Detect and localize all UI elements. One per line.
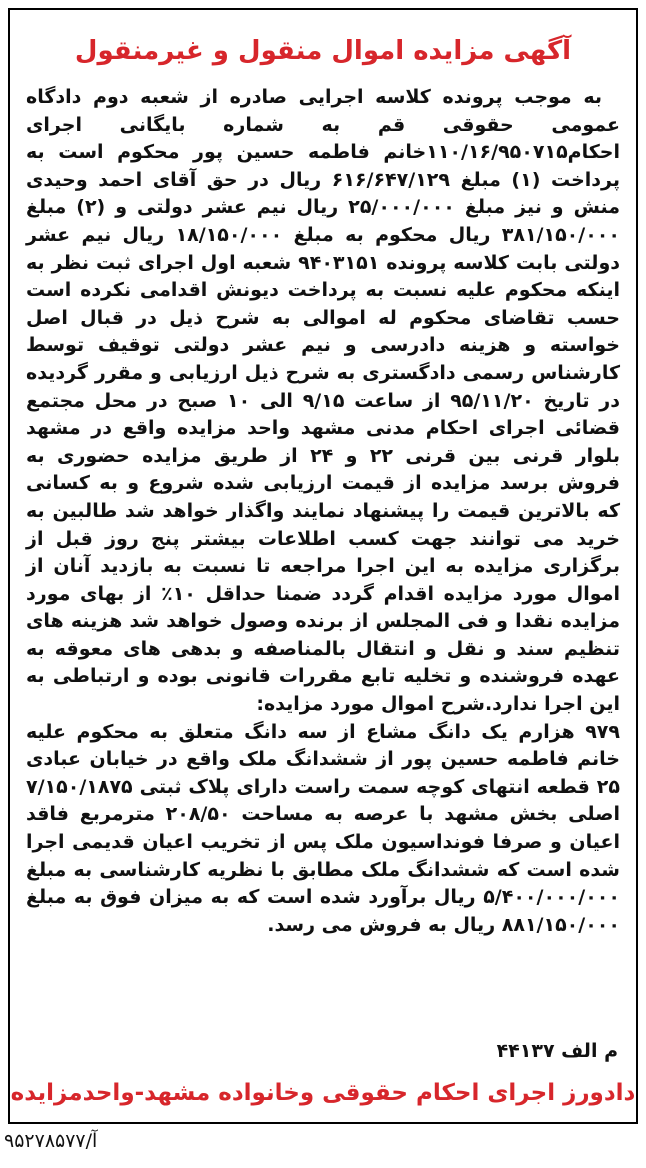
notice-paragraph-property: ۹۷۹ هزارم یک دانگ مشاع از سه دانگ متعلق به محکوم علیه خانم فاطمه حسین پور از ششدانگ ملک واقع در خیابان عبادی ۲۵ قطعه انتهای کوچه سمت راست دارای پلاک ثبتی ۷/۱۵۰/۱۸۷۵ اصلی بخش مشهد با عرصه به مساحت ۲۰۸/۵۰ مترمربع فاقد اعیان و صرفا فونداسیون ملک پس از تخریب اعیان قدیمی اجرا شده است که ششدانگ ملک مطابق با نظریه کارشناسی به مبلغ ۵/۴۰۰/۰۰۰/۰۰۰ ریال برآورد شده است که به میزان فوق به مبلغ ۸۸۱/۱۵۰/۰۰۰ ریال به فروش می رسد. [26, 720, 620, 936]
notice-body [26, 84, 620, 939]
notice-title: آگهی مزایده اموال منقول و غیرمنقول [74, 36, 572, 66]
notice-code: م الف ۴۴۱۳۷ [496, 1040, 618, 1062]
notice-reference-number: آ/۹۵۲۷۸۵۷۷ [4, 1130, 98, 1152]
notice-footer-signature: دادورز اجرای احکام حقوقی وخانواده مشهد-واحدمزایده [10, 1080, 636, 1106]
notice-paragraph-main: به موجب پرونده کلاسه اجرایی صادره از شعبه دوم دادگاه عمومی حقوقی قم به شماره بایگانی اجرای احکام۱۱۰/۱۶/۹۵۰۷۱۵خانم فاطمه حسین پور محکوم است به پرداخت (۱) مبلغ ۶۱۶/۶۴۷/۱۲۹ ریال در حق آقای احمد وحیدی منش و نیز مبلغ ۲۵/۰۰۰/۰۰۰ ریال نیم عشر دولتی و (۲) مبلغ ۳۸۱/۱۵۰/۰۰۰ ریال محکوم به مبلغ ۱۸/۱۵۰/۰۰۰ ریال نیم عشر دولتی بابت کلاسه پرونده ۹۴۰۳۱۵۱ شعبه اول اجرای ثبت نظر به اینکه محکوم علیه نسبت به پرداخت دیونش اقدامی نکرده است حسب تقاضای محکوم له اموالی به شرح ذیل در قبال اصل خواسته و هزینه دادرسی و نیم عشر دولتی توقیف توسط کارشناس رسمی دادگستری به شرح ذیل ارزیابی و مقرر گردیده در تاریخ ۹۵/۱۱/۲۰ از ساعت ۹/۱۵ الی ۱۰ صبح در محل مجتمع قضائی اجرای احکام مدنی مشهد واحد مزایده واقع در مشهد بلوار قرنی بین قرنی ۲۲ و ۲۴ از طریق مزایده حضوری به فروش برسد مزایده از قیمت ارزیابی شده شروع و به کسانی که بالاترین قیمت را پیشنهاد نمایند واگذار خواهد شد طالبین به خرید می توانند جهت کسب اطلاعات بیشتر پنج روز قبل از برگزاری مزایده به این اجرا مراجعه تا نسبت به بازدید آنان از اموال مورد مزایده اقدام گردد ضمنا حداقل ۱۰٪ از بهای مورد مزایده نقدا و فی المجلس از برنده وصول خواهد شد هزینه های تنظیم سند و نقل و انتقال بالمناصفه و بدهی های معوقه به عهده فروشنده و تخلیه تابع مقررات قانونی بوده و ارتباطی به این اجرا ندارد.شرح اموال مورد مزایده: [26, 86, 621, 716]
